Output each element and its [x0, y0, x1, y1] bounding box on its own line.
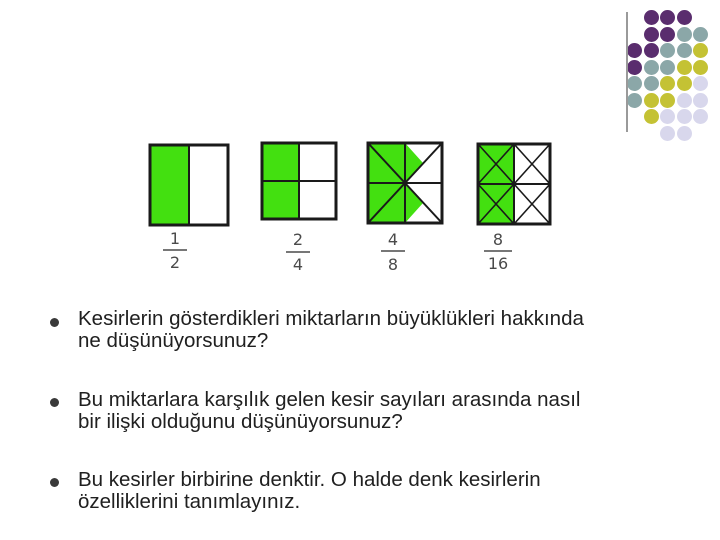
fraction-square-1-2 — [150, 145, 228, 225]
bullet-text — [78, 389, 580, 433]
denominator: 2 — [169, 253, 181, 272]
fraction-square-8-16 — [478, 144, 550, 224]
bullet-line-1: Bu kesirler birbirine denktir. O halde denk kesirlerin — [78, 468, 541, 491]
bullet-line-2: ne düşünüyorsunuz? — [78, 329, 269, 352]
bullet-line-2: bir ilişki olduğunu düşünüyorsunuz? — [78, 410, 403, 433]
bullet-text — [78, 308, 584, 352]
fraction-label-2 — [286, 230, 310, 274]
fraction-square-2-4 — [262, 143, 336, 219]
denominator: 4 — [292, 255, 304, 274]
numerator: 1 — [169, 229, 181, 248]
bullet-dot — [50, 318, 59, 327]
bullet-line-1: Kesirlerin gösterdikleri miktarların büyüklükleri hakkında — [78, 307, 584, 330]
denominator: 8 — [387, 255, 399, 274]
bullet-dot — [50, 478, 59, 487]
fraction-label-1 — [163, 229, 187, 272]
numerator: 8 — [492, 230, 504, 249]
numerator: 4 — [387, 230, 399, 249]
bullet-line-1: Bu miktarlara karşılık gelen kesir sayıları arasında nasıl — [78, 388, 581, 411]
bullet-text — [78, 469, 541, 513]
denominator: 16 — [487, 254, 509, 273]
fraction-label-4 — [484, 230, 512, 273]
fraction-label-3 — [381, 230, 405, 274]
bullet-line-2: özelliklerini tanımlayınız. — [78, 490, 301, 513]
bullet-dot — [50, 398, 59, 407]
numerator: 2 — [292, 230, 304, 249]
fraction-square-4-8 — [368, 143, 442, 223]
